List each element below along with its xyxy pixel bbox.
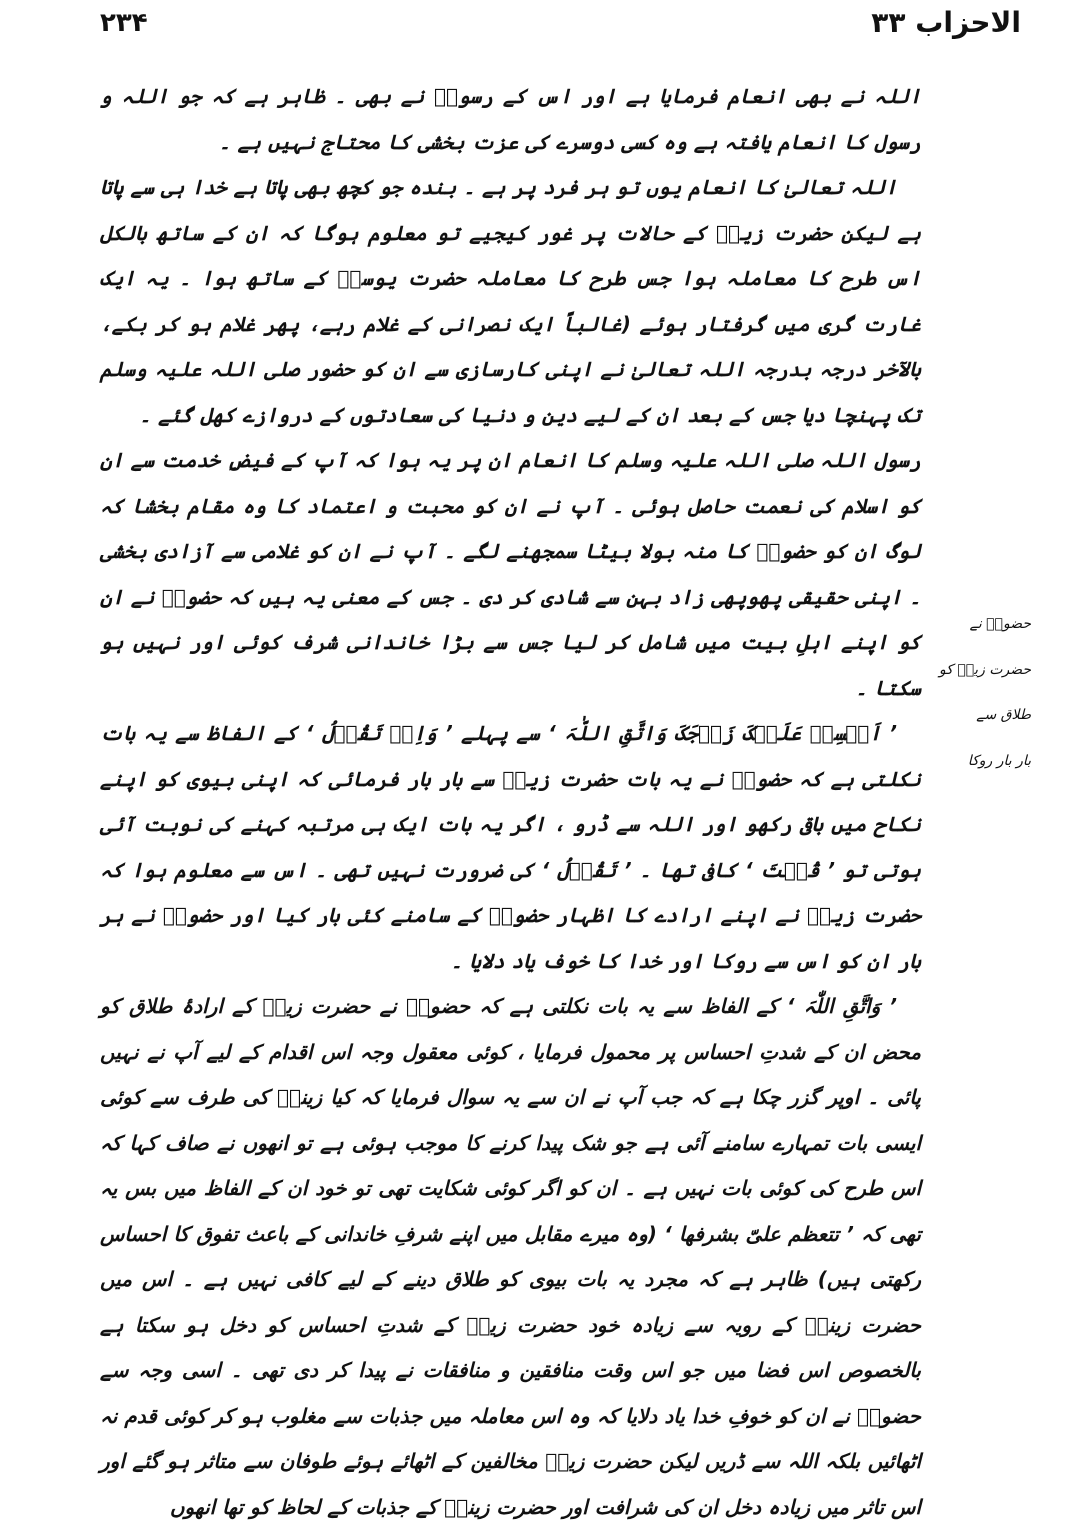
margin-notes [926,602,1031,784]
paragraph: ’ اَمۡسِکۡ عَلَیۡکَ زَوۡجَکَ وَاتَّقِ اللّٰہَ ‘ سے پہلے ’ وَاِذۡ تَقُوۡلُ ‘ کے الفاظ سے یہ بات نکلتی ہے کہ حضورؐ نے یہ بات حضرت زیدؓ سے بار بار فرمائی کہ اپنی بیوی کو اپنے نکاح میں باقی رکھو اور اللہ سے ڈرو ، اگر یہ بات ایک ہی مرتبہ کہنے کی نوبت آئی ہوتی تو ’ قُلۡتَ ‘ کافی تھا ۔ ’ تَقُوۡلُ ‘ کی ضرورت نہیں تھی ۔ اس سے معلوم ہوا کہ حضرت زیدؓ نے اپنے ارادے کا اظہار حضورؐ کے سامنے کئی بار کیا اور حضورؐ نے ہر بار ان کو اس سے روکا اور خدا کا خوف یاد دلایا ۔ [100,721,921,973]
page-header [80,4,1031,44]
body-text [100,74,922,1519]
surah-title: الاحزاب ۳۳ [871,6,1021,39]
paragraph: ’ وَاتَّقِ اللّٰہَ ‘ کے الفاظ سے یہ بات نکلتی ہے کہ حضورؐ نے حضرت زیدؓ کے ارادۂ طلاق کو محض ان کے شدتِ احساس پر محمول فرمایا ، کوئی معقول وجہ اس اقدام کے لیے آپ نے نہیں پائی ۔ اوپر گزر چکا ہے کہ جب آپ نے ان سے یہ سوال فرمایا کہ کیا زینبؓ کی طرف سے کوئی ایسی بات تمہارے سامنے آئی ہے جو شک پیدا کرنے کا موجب ہوئی ہے تو انھوں نے صاف کہا کہ اس طرح کی کوئی بات نہیں ہے ۔ ان کو اگر کوئی شکایت تھی تو خود ان کے الفاظ میں بس یہ تھی کہ ’ تتعظم علیّ بشرفھا ‘ (وہ میرے مقابل میں اپنے شرفِ خاندانی کے باعث تفوق کا احساس رکھتی ہیں) ظاہر ہے کہ مجرد یہ بات بیوی کو طلاق دینے کے لیے کافی نہیں ہے ۔ اس میں حضرت زینبؓ کے رویہ سے زیادہ خود حضرت زیدؓ کے شدتِ احساس کو دخل ہو سکتا ہے بالخصوص اس فضا میں جو اس وقت منافقین و منافقات نے پیدا کر دی تھی ۔ اسی وجہ سے حضورؐ نے ان کو خوفِ خدا یاد دلایا کہ وہ اس معاملہ میں جذبات سے مغلوب ہو کر کوئی قدم نہ اٹھائیں بلکہ اللہ سے ڈریں لیکن حضرت زیدؓ مخالفین کے اٹھائے ہوئے طوفان سے متاثر ہو گئے اور اس تاثر میں زیادہ دخل ان کی شرافت اور حضرت زینبؓ کے جذبات کے لحاظ کو تھا انھوں [100,994,922,1519]
paragraph: اللہ تعالیٰ کا انعام یوں تو ہر فرد پر ہے ۔ بندہ جو کچھ بھی پاتا ہے خدا ہی سے پاتا ہے لیکن حضرت زیدؓ کے حالات پر غور کیجیے تو معلوم ہوگا کہ ان کے ساتھ بالکل اس طرح کا معاملہ ہوا جس طرح کا معاملہ حضرت یوسفؑ کے ساتھ ہوا ۔ یہ ایک غارت گری میں گرفتار ہوئے (غالباً ایک نصرانی کے غلام رہے، پھر غلام ہو کر بکے، بالآخر درجہ بدرجہ اللہ تعالیٰ نے اپنی کارسازی سے ان کو حضور صلی اللہ علیہ وسلم تک پہنچا دیا جس کے بعد ان کے لیے دین و دنیا کی سعادتوں کے دروازے کھل گئے ۔ [100,175,921,427]
margin-note: طلاق سے [976,707,1031,723]
page-number: ۲۳۴ [100,8,148,38]
paragraph: اللہ نے بھی انعام فرمایا ہے اور اس کے رسولؐ نے بھی ۔ ظاہر ہے کہ جو اللہ و رسول کا انعام یافتہ ہے وہ کسی دوسرے کی عزت بخشی کا محتاج نہیں ہے ۔ [100,84,921,154]
paragraph: رسول اللہ صلی اللہ علیہ وسلم کا انعام ان پر یہ ہوا کہ آپ کے فیضِ خدمت سے ان کو اسلام کی نعمت حاصل ہوئی ۔ آپ نے ان کو محبت و اعتماد کا وہ مقام بخشا کہ لوگ ان کو حضورؐ کا منہ بولا بیٹا سمجھنے لگے ۔ آپ نے ان کو غلامی سے آزادی بخشی ۔ اپنی حقیقی پھوپھی زاد بہن سے شادی کر دی ۔ جس کے معنی یہ ہیں کہ حضورؐ نے ان کو اپنے اہلِ بیت میں شامل کر لیا جس سے بڑا خاندانی شرف کوئی اور نہیں ہو سکتا ۔ [100,448,921,700]
margin-note: حضورؐ نے [969,616,1031,632]
margin-note: بار بار روکا [967,752,1031,769]
margin-note: حضرت زیدؓ کو [939,661,1031,678]
